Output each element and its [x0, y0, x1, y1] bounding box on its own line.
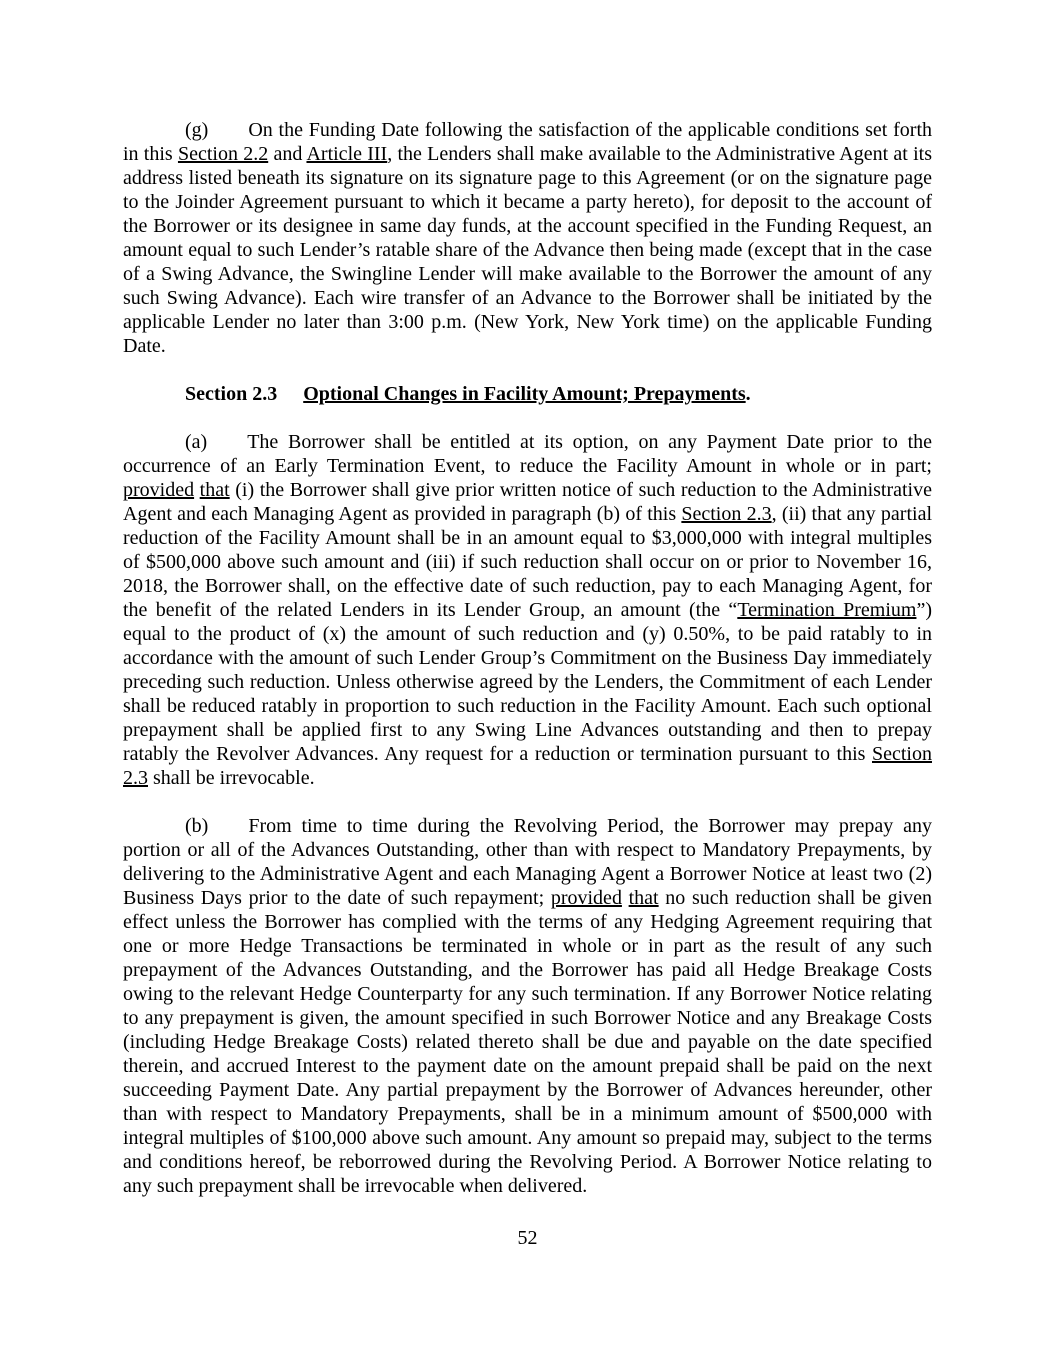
text-run: Section 2.3 — [185, 383, 278, 405]
text-run: (b) — [185, 815, 209, 837]
text-run — [622, 887, 629, 909]
text-run: The Borrower shall be entitled at its option, on any Payment Date prior to the occurrence of an Early Termination Event, to reduce the Facility Amount in whole or in part; — [123, 431, 932, 477]
text-run: Optional Changes in Facility Amount; Prepayments — [303, 383, 746, 405]
text-run: and — [268, 143, 307, 165]
document-body — [123, 118, 932, 1198]
text-run: Termination Premium — [737, 599, 917, 621]
text-run: (a) — [185, 431, 208, 453]
text-run: provided — [123, 479, 195, 501]
text-run: Section 2.3 — [123, 743, 932, 789]
text-run: Section 2.2 — [177, 143, 269, 165]
paragraph-g — [123, 118, 932, 358]
text-run: , the Lenders shall make available to the Administrative Agent at its address listed beneath its signature on its signature page to this Agreement (or on the signature page to the Joinder Agreement pursuant to which it became a party hereto), for deposit to the account of the Borrower or its designee in same day funds, at the account specified in the Funding Request, an amount equal to such Lender’s ratable share of the Advance then being made (except that in the case of a Swing Advance, the Swingline Lender will make available to the Borrower the amount of any such Swing Advance). Each wire transfer of an Advance to the Borrower shall be initiated by the applicable Lender no later than 3:00 p.m. (New York, New York time) on the applicable Funding Date. — [123, 143, 933, 357]
text-run: From time to time during the Revolving Period, the Borrower may prepay any portion or all of the Advances Outstanding, other than with respect to Mandatory Prepayments, by delivering to the Administrative Agent and each Managing Agent a Borrower Notice at least two (2) Business Days prior to the date of such repayment; — [123, 815, 932, 909]
text-run: ”) equal to the product of (x) the amount of such reduction and (y) 0.50%, to be paid ratably to in accordance with the amount of such Lender Group’s Commitment on the Business Day immediately preceding such reduction. Unless otherwise agreed by the Lenders, the Commitment of each Lender shall be reduced ratably in proportion to such reduction in the Facility Amount. Each such optional prepayment shall be applied first to any Swing Line Advances outstanding and then to prepay ratably the Revolver Advances. Any request for a reduction or termination pursuant to this — [123, 599, 932, 765]
text-run: that — [628, 887, 659, 909]
paragraph-b — [123, 814, 932, 1198]
text-run: Section 2.3 — [681, 503, 772, 525]
text-run: (g) — [185, 119, 209, 141]
text-run: provided — [550, 887, 622, 909]
section-2-3-heading — [123, 382, 932, 406]
text-run: shall be irrevocable. — [148, 767, 315, 789]
paragraph-a — [123, 430, 932, 790]
text-run: that — [199, 479, 230, 501]
text-run: (i) the Borrower shall give prior written notice of such reduction to the Administrative Agent and each Managing Agent as provided in paragraph (b) of this — [123, 479, 932, 525]
text-run: , (ii) that any partial reduction of the Facility Amount shall be in an amount equal to $3,000,000 with integral multiples of $500,000 above such amount and (iii) if such reduction shall occur on or prior to November 16, 2018, the Borrower shall, on the effective date of such reduction, pay to each Managing Agent, for the benefit of the related Lenders in its Lender Group, an amount (the “ — [123, 503, 933, 621]
text-run: On the Funding Date following the satisfaction of the applicable conditions set forth in this — [123, 119, 932, 165]
text-run: . — [745, 383, 751, 405]
page-number: 52 — [517, 1227, 538, 1249]
text-run: Article III — [306, 143, 388, 165]
text-run: no such reduction shall be given effect unless the Borrower has complied with the terms of any Hedging Agreement requiring that one or more Hedge Transactions be terminated in whole or in part as the result of any such prepayment of the Advances Outstanding, and the Borrower has paid all Hedge Breakage Costs owing to the relevant Hedge Counterparty for any such termination. If any Borrower Notice relating to any prepayment is given, the amount specified in such Borrower Notice and any Breakage Costs (including Hedge Breakage Costs) related thereto shall be due and payable on the date specified therein, and accrued Interest to the payment date on the amount prepaid shall be paid on the next succeeding Payment Date. Any partial prepayment by the Borrower of Advances hereunder, other than with respect to Mandatory Prepayments, shall be in a minimum amount of $500,000 with integral multiples of $100,000 above such amount. Any amount so prepaid may, subject to the terms and conditions hereof, be reborrowed during the Revolving Period. A Borrower Notice relating to any such prepayment shall be irrevocable when delivered. — [123, 887, 932, 1197]
